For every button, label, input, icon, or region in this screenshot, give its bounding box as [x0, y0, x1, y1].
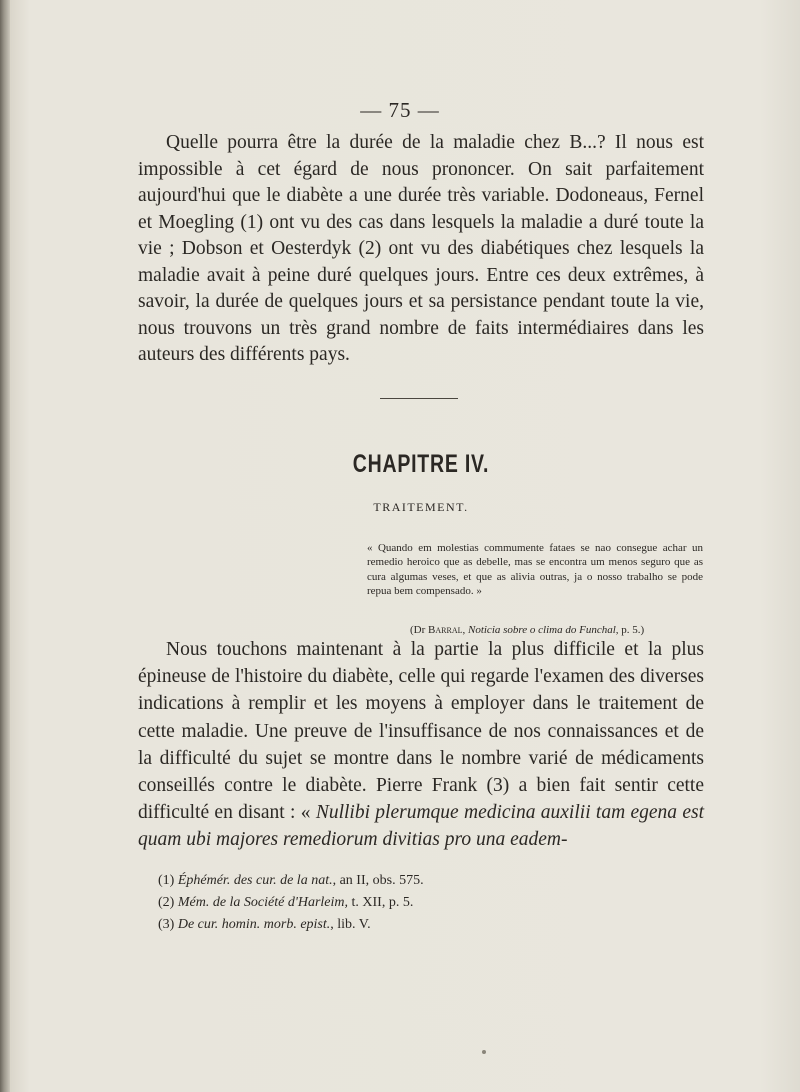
page-binding-edge	[0, 0, 10, 1092]
epigraph-text: « Quando em molestias commumente fataes se nao consegue achar un remedio heroico que as debelle, mas se encontra um menos seguro que as cura algumas veses, et que as alivia outras, ja o nosso trabalho se pode repua bem compensado. »	[367, 542, 703, 597]
attribution-page: p. 5.)	[621, 624, 645, 636]
attribution-prefix: (Dr	[410, 624, 426, 636]
epigraph-attribution	[410, 624, 710, 636]
chapter-title: CHAPITRE IV.	[352, 450, 490, 478]
footnote-rest: t. XII, p. 5.	[348, 895, 414, 910]
section-title: TRAITEMENT.	[373, 500, 469, 514]
attribution-work: Noticia sobre o clima do Funchal,	[467, 624, 619, 636]
ink-smudge	[482, 1050, 486, 1054]
footnotes	[158, 870, 658, 936]
footnote-number: (3)	[158, 917, 175, 932]
footnote-title: De cur. homin. morb. epist.	[177, 917, 331, 932]
epigraph-quote	[367, 541, 703, 598]
section-divider	[380, 398, 458, 399]
attribution-author: Barral,	[428, 624, 466, 636]
footnote-number: (1)	[158, 873, 175, 888]
footnote-rest: , lib. V.	[330, 917, 371, 932]
footnote-number: (2)	[158, 895, 175, 910]
paragraph-treatment	[138, 636, 704, 854]
footnote	[158, 914, 658, 936]
footnote	[158, 870, 658, 892]
paragraph-treatment-quote: Nullibi plerumque medicina auxilii tam egena est quam ubi majores remediorum divitias pro una eadem-	[138, 802, 704, 851]
page-number: — 75 —	[360, 98, 440, 122]
paragraph-duration: Quelle pourra être la durée de la maladie chez B...? Il nous est impossible à cet égard de nous prononcer. On sait parfaitement aujourd'hui que le diabète a une durée très variable. Dodoneaus, Fernel et Moegling (1) ont vu des cas dans lesquels la maladie a duré toute la vie ; Dobson et Oesterdyk (2) ont vu des diabétiques chez lesquels la maladie avait à peine duré quelques jours. Entre ces deux extrêmes, à savoir, la durée de quelques jours et sa persistance pendant toute la vie, nous trouvons un très grand nombre de faits intermédiaires dans les auteurs des différents pays.	[138, 132, 704, 365]
footnote-rest: , an II, obs. 575.	[332, 873, 424, 888]
footnote-title: Éphémér. des cur. de la nat.	[177, 873, 333, 888]
footnote-title: Mém. de la Société d'Harleim,	[177, 895, 348, 910]
footnote	[158, 892, 658, 914]
paragraph-treatment-text: Nous touchons maintenant à la partie la plus difficile et la plus épineuse de l'histoire du diabète, celle qui regarde l'examen des diverses indications à remplir et les moyens à employer dans le traitement de cette maladie. Une preuve de l'insuffisance de nos connaissances et de la difficulté du sujet se montre dans le nombre varié de médicaments conseillés contre le diabète. Pierre Frank (3) a bien fait sentir cette difficulté en disant : «	[138, 639, 704, 824]
